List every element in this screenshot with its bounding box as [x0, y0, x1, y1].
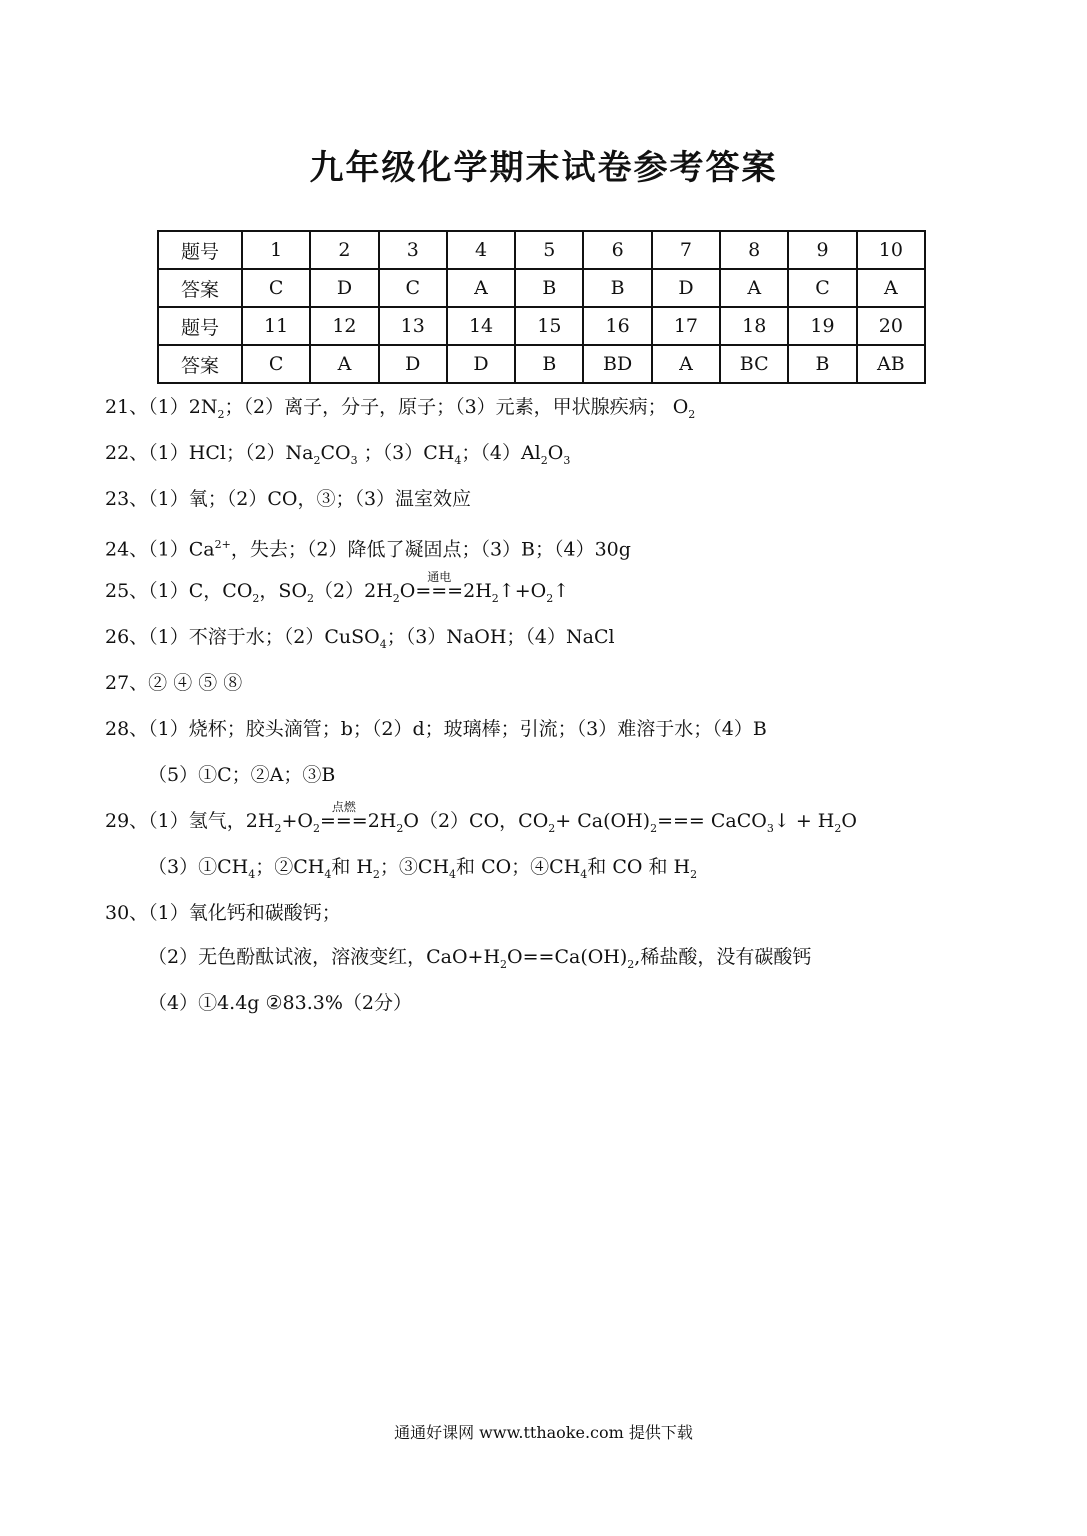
- table-cell: A: [720, 269, 788, 307]
- table-cell: A: [310, 345, 378, 383]
- table-cell: B: [515, 345, 583, 383]
- reaction-condition-electrolysis: 通电 ===: [415, 570, 464, 602]
- table-cell: 20: [857, 307, 925, 345]
- table-row: [158, 231, 925, 269]
- table-cell: 14: [447, 307, 515, 345]
- table-cell: 15: [515, 307, 583, 345]
- table-cell: AB: [857, 345, 925, 383]
- table-cell: C: [379, 269, 447, 307]
- table-cell: C: [242, 345, 310, 383]
- table-row: [158, 269, 925, 307]
- answer-30-line2: （2）无色酚酞试液，溶液变红，$CaO+H_2O==Ca(OH)_2$,稀盐酸，没有碳酸钙: [148, 946, 812, 971]
- table-cell: 3: [379, 231, 447, 269]
- answer-27: 27、② ④ ⑤ ⑧: [105, 672, 243, 694]
- table-cell: 16: [583, 307, 651, 345]
- table-cell: 12: [310, 307, 378, 345]
- row-header: 题号: [158, 307, 242, 345]
- answer-30-line1: 30、（1）氧化钙和碳酸钙；: [105, 902, 341, 924]
- answer-29-line2: $(3)①CH_4$；$②CH_4$和 $H_2$；$③CH_4$和 CO；$④CH_4$和 CO 和 $H_2$: [148, 856, 698, 881]
- table-cell: C: [242, 269, 310, 307]
- table-cell: 6: [583, 231, 651, 269]
- answer-23: 23、（1）氧；（2）CO，③；（3）温室效应: [105, 488, 472, 510]
- table-cell: D: [447, 345, 515, 383]
- table-cell: 10: [857, 231, 925, 269]
- table-cell: B: [515, 269, 583, 307]
- table-cell: 13: [379, 307, 447, 345]
- table-cell: 4: [447, 231, 515, 269]
- table-cell: 1: [242, 231, 310, 269]
- table-row: [158, 307, 925, 345]
- table-cell: 7: [652, 231, 720, 269]
- answer-22: 22、（1）HCl；$(2)Na_2CO_3$ ；$(3)CH_4$；$(4)Al_2O_3$: [105, 442, 571, 467]
- table-cell: 17: [652, 307, 720, 345]
- row-header: 答案: [158, 269, 242, 307]
- answer-21: 21、$(1)2N_2$；（2）离子，分子，原子；（3）元素，甲状腺疾病； $O_2$: [105, 396, 696, 421]
- table-cell: BD: [583, 345, 651, 383]
- table-cell: 18: [720, 307, 788, 345]
- answer-table: [157, 230, 926, 384]
- table-cell: C: [788, 269, 856, 307]
- answer-24: 24、$(1)Ca^{2+}$，失去；（2）降低了凝固点；（3）B；（4）30g: [105, 538, 631, 561]
- answer-28-line1: 28、（1）烧杯；胶头滴管；b；（2）d；玻璃棒；引流；（3）难溶于水；（4）B: [105, 718, 767, 740]
- table-cell: 9: [788, 231, 856, 269]
- table-cell: B: [583, 269, 651, 307]
- table-cell: D: [379, 345, 447, 383]
- table-cell: A: [652, 345, 720, 383]
- answer-26: 26、（1）不溶于水；（2）CuSO$_4$；（3）NaOH；（4）NaCl: [105, 626, 615, 651]
- table-cell: BC: [720, 345, 788, 383]
- table-cell: B: [788, 345, 856, 383]
- table-cell: 2: [310, 231, 378, 269]
- table-cell: D: [310, 269, 378, 307]
- reaction-condition-ignition: 点燃 ===: [319, 800, 368, 832]
- answer-29-line1: 29、（1）氢气，$2H_2+O_2$ 点燃 $===2H_2O(2)CO$，$CO_2+ Ca(OH)_2===$ CaCO$_3$↓ + $H_2O$: [105, 800, 857, 835]
- answer-30-line3: （4）①4.4g ②83.3%（2分）: [148, 992, 412, 1014]
- table-cell: 8: [720, 231, 788, 269]
- answer-28-line2: （5）①C；②A；③B: [148, 764, 336, 786]
- answer-25: 25、（1）C，$CO_2$，$SO_2(2)2H_2O$ 通电 $===2H_2↑+O_2↑$: [105, 570, 570, 605]
- table-cell: D: [652, 269, 720, 307]
- row-header: 答案: [158, 345, 242, 383]
- row-header: 题号: [158, 231, 242, 269]
- table-cell: 5: [515, 231, 583, 269]
- table-cell: A: [857, 269, 925, 307]
- table-cell: 19: [788, 307, 856, 345]
- table-row: [158, 345, 925, 383]
- page-title: 九年级化学期末试卷参考答案: [309, 148, 778, 188]
- table-cell: A: [447, 269, 515, 307]
- footer-source: 通通好课网 www.tthaoke.com 提供下载: [394, 1423, 693, 1442]
- table-cell: 11: [242, 307, 310, 345]
